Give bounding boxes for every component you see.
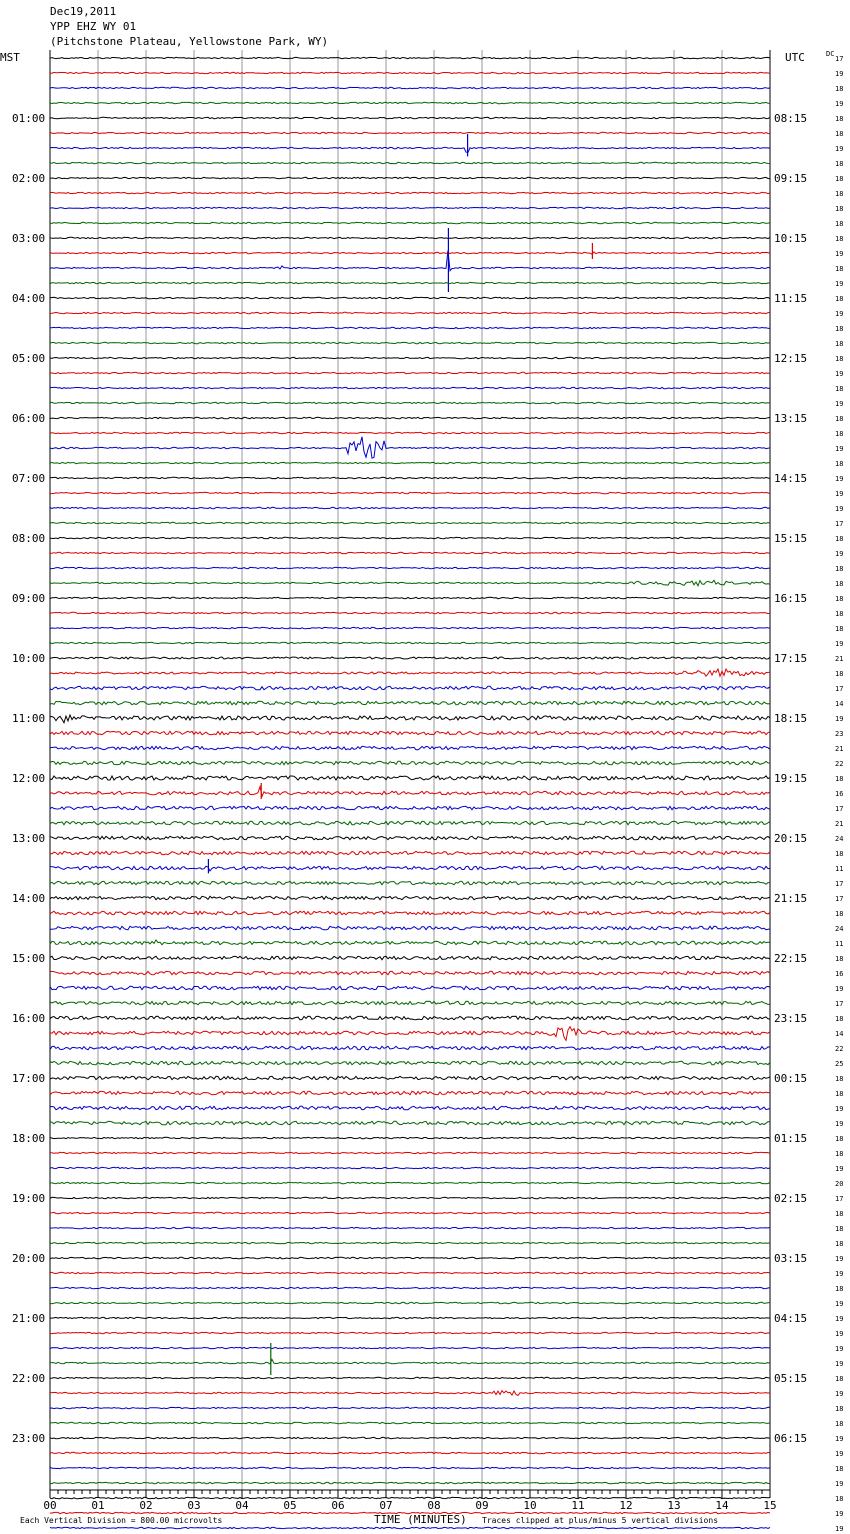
mst-hour-label: 16:00 bbox=[12, 1012, 46, 1025]
dc-offset-label: 19 bbox=[835, 1510, 844, 1518]
utc-hour-label: 00:15 bbox=[774, 1072, 808, 1085]
trace-73 bbox=[50, 1152, 770, 1153]
trace-17 bbox=[50, 312, 770, 313]
utc-hour-label: 04:15 bbox=[774, 1312, 808, 1325]
mst-hour-label: 03:00 bbox=[12, 232, 46, 245]
trace-26 bbox=[50, 437, 770, 458]
trace-1 bbox=[50, 72, 770, 73]
mst-hour-label: 10:00 bbox=[12, 652, 46, 665]
header-date: Dec19,2011 bbox=[50, 5, 117, 18]
trace-94 bbox=[50, 1467, 770, 1468]
trace-38 bbox=[50, 627, 770, 628]
dc-offset-label: 18 bbox=[835, 1090, 844, 1098]
trace-98 bbox=[50, 1527, 770, 1528]
trace-84 bbox=[50, 1317, 770, 1318]
dc-offset-label: 18 bbox=[835, 160, 844, 168]
dc-offset-label: 19 bbox=[835, 1120, 844, 1128]
dc-offset-label: 18 bbox=[835, 115, 844, 123]
dc-offset-label: 19 bbox=[835, 1390, 844, 1398]
mst-hour-label: 18:00 bbox=[12, 1132, 46, 1145]
x-tick-label: 06 bbox=[331, 1499, 345, 1512]
mst-hour-label: 14:00 bbox=[12, 892, 46, 905]
x-tick-label: 15 bbox=[763, 1499, 777, 1512]
trace-66 bbox=[50, 1046, 770, 1049]
mst-hour-label: 01:00 bbox=[12, 112, 46, 125]
utc-hour-label: 01:15 bbox=[774, 1132, 808, 1145]
dc-offset-label: 19 bbox=[835, 505, 844, 513]
utc-hour-label: 03:15 bbox=[774, 1252, 808, 1265]
dc-label: DC bbox=[826, 50, 835, 58]
trace-11 bbox=[50, 222, 770, 223]
trace-60 bbox=[50, 956, 770, 959]
trace-90 bbox=[50, 1407, 770, 1408]
scale-note: Each Vertical Division = 800.00 microvolts bbox=[20, 1516, 223, 1525]
trace-27 bbox=[50, 462, 770, 463]
dc-offset-label: 19 bbox=[835, 1360, 844, 1368]
utc-hour-label: 08:15 bbox=[774, 112, 808, 125]
x-tick-label: 08 bbox=[427, 1499, 441, 1512]
trace-14 bbox=[50, 250, 770, 270]
dc-offset-label: 17 bbox=[835, 520, 844, 528]
trace-53 bbox=[50, 851, 770, 854]
trace-39 bbox=[50, 642, 770, 643]
utc-hour-label: 14:15 bbox=[774, 472, 808, 485]
dc-offset-label: 18 bbox=[835, 295, 844, 303]
dc-offset-label: 24 bbox=[835, 835, 844, 843]
dc-offset-label: 18 bbox=[835, 415, 844, 423]
trace-19 bbox=[50, 342, 770, 343]
dc-offset-label: 18 bbox=[835, 1225, 844, 1233]
dc-offset-label: 19 bbox=[835, 1300, 844, 1308]
trace-16 bbox=[50, 297, 770, 298]
trace-7 bbox=[50, 162, 770, 163]
dc-offset-label: 11 bbox=[835, 940, 844, 948]
dc-offset-label: 17 bbox=[835, 880, 844, 888]
dc-offset-label: 18 bbox=[835, 1150, 844, 1158]
dc-offset-label: 18 bbox=[835, 565, 844, 573]
trace-30 bbox=[50, 507, 770, 508]
dc-offset-label: 18 bbox=[835, 1285, 844, 1293]
dc-offset-label: 18 bbox=[835, 1240, 844, 1248]
dc-offset-label: 18 bbox=[835, 580, 844, 588]
x-tick-label: 05 bbox=[283, 1499, 297, 1512]
trace-20 bbox=[50, 357, 770, 358]
dc-offset-label: 18 bbox=[835, 265, 844, 273]
trace-28 bbox=[50, 477, 770, 478]
dc-offset-label: 19 bbox=[835, 1450, 844, 1458]
utc-hour-label: 19:15 bbox=[774, 772, 808, 785]
trace-87 bbox=[50, 1359, 770, 1364]
trace-51 bbox=[50, 821, 770, 824]
utc-hour-label: 23:15 bbox=[774, 1012, 808, 1025]
trace-62 bbox=[50, 986, 770, 989]
trace-32 bbox=[50, 537, 770, 538]
trace-85 bbox=[50, 1332, 770, 1333]
trace-2 bbox=[50, 87, 770, 88]
trace-10 bbox=[50, 207, 770, 208]
dc-offset-label: 21 bbox=[835, 820, 844, 828]
trace-77 bbox=[50, 1212, 770, 1213]
x-axis-title: TIME (MINUTES) bbox=[374, 1513, 467, 1526]
dc-offset-label: 18 bbox=[835, 1495, 844, 1503]
dc-offset-label: 18 bbox=[835, 130, 844, 138]
dc-offset-label: 18 bbox=[835, 610, 844, 618]
trace-65 bbox=[50, 1027, 770, 1041]
mst-hour-label: 15:00 bbox=[12, 952, 46, 965]
dc-offset-label: 18 bbox=[835, 385, 844, 393]
x-tick-label: 13 bbox=[667, 1499, 681, 1512]
utc-hour-label: 12:15 bbox=[774, 352, 808, 365]
dc-offset-label: 18 bbox=[835, 220, 844, 228]
dc-offset-label: 20 bbox=[835, 1180, 844, 1188]
dc-offset-label: 18 bbox=[835, 1375, 844, 1383]
trace-42 bbox=[50, 686, 770, 689]
trace-86 bbox=[50, 1347, 770, 1348]
trace-55 bbox=[50, 881, 770, 884]
trace-15 bbox=[50, 282, 770, 283]
trace-79 bbox=[50, 1242, 770, 1243]
trace-34 bbox=[50, 567, 770, 568]
dc-offset-label: 19 bbox=[835, 640, 844, 648]
trace-13 bbox=[50, 252, 770, 255]
x-tick-label: 07 bbox=[379, 1499, 393, 1512]
header-location: (Pitchstone Plateau, Yellowstone Park, WY) bbox=[50, 35, 329, 48]
dc-offset-label: 18 bbox=[835, 775, 844, 783]
dc-offset-label: 18 bbox=[835, 1420, 844, 1428]
trace-22 bbox=[50, 387, 770, 388]
dc-offset-label: 19 bbox=[835, 145, 844, 153]
dc-offset-label: 18 bbox=[835, 625, 844, 633]
mst-hour-label: 02:00 bbox=[12, 172, 46, 185]
trace-46 bbox=[50, 746, 770, 749]
mst-hour-label: 23:00 bbox=[12, 1432, 46, 1445]
trace-58 bbox=[50, 926, 770, 929]
dc-offset-label: 19 bbox=[835, 550, 844, 558]
x-tick-label: 01 bbox=[91, 1499, 105, 1512]
dc-offset-label: 16 bbox=[835, 970, 844, 978]
dc-offset-label: 18 bbox=[835, 340, 844, 348]
trace-70 bbox=[50, 1106, 770, 1109]
trace-0 bbox=[50, 57, 770, 58]
dc-offset-label: 19 bbox=[835, 1255, 844, 1263]
dc-offset-label: 19 bbox=[835, 1270, 844, 1278]
dc-offset-label: 16 bbox=[835, 790, 844, 798]
trace-64 bbox=[50, 1016, 770, 1019]
dc-offset-label: 18 bbox=[835, 670, 844, 678]
dc-offset-label: 11 bbox=[835, 865, 844, 873]
trace-23 bbox=[50, 402, 770, 403]
mst-label: MST bbox=[0, 51, 20, 64]
trace-68 bbox=[50, 1076, 770, 1079]
trace-36 bbox=[50, 597, 770, 598]
dc-offset-label: 19 bbox=[835, 1105, 844, 1113]
utc-hour-label: 20:15 bbox=[774, 832, 808, 845]
dc-offset-label: 17 bbox=[835, 895, 844, 903]
mst-hour-label: 07:00 bbox=[12, 472, 46, 485]
mst-hour-label: 04:00 bbox=[12, 292, 46, 305]
dc-offset-label: 19 bbox=[835, 250, 844, 258]
dc-offset-label: 18 bbox=[835, 955, 844, 963]
dc-offset-label: 18 bbox=[835, 1135, 844, 1143]
trace-37 bbox=[50, 612, 770, 613]
mst-hour-label: 22:00 bbox=[12, 1372, 46, 1385]
trace-63 bbox=[50, 1001, 770, 1004]
dc-offset-label: 18 bbox=[835, 175, 844, 183]
trace-78 bbox=[50, 1227, 770, 1228]
trace-74 bbox=[50, 1167, 770, 1168]
dc-offset-label: 18 bbox=[835, 910, 844, 918]
trace-6 bbox=[50, 147, 770, 152]
dc-offset-label: 18 bbox=[835, 1075, 844, 1083]
utc-hour-label: 16:15 bbox=[774, 592, 808, 605]
mst-hour-label: 13:00 bbox=[12, 832, 46, 845]
mst-hour-label: 20:00 bbox=[12, 1252, 46, 1265]
utc-hour-label: 02:15 bbox=[774, 1192, 808, 1205]
dc-offset-label: 18 bbox=[835, 1405, 844, 1413]
trace-76 bbox=[50, 1197, 770, 1198]
utc-hour-label: 22:15 bbox=[774, 952, 808, 965]
trace-83 bbox=[50, 1302, 770, 1303]
dc-offset-label: 18 bbox=[835, 85, 844, 93]
trace-92 bbox=[50, 1437, 770, 1438]
x-tick-label: 10 bbox=[523, 1499, 537, 1512]
trace-75 bbox=[50, 1182, 770, 1183]
trace-57 bbox=[50, 911, 770, 914]
trace-56 bbox=[50, 896, 770, 899]
trace-31 bbox=[50, 522, 770, 523]
trace-95 bbox=[50, 1482, 770, 1483]
dc-offset-label: 18 bbox=[835, 1210, 844, 1218]
dc-offset-label: 18 bbox=[835, 535, 844, 543]
dc-offset-label: 19 bbox=[835, 1480, 844, 1488]
mst-hour-label: 11:00 bbox=[12, 712, 46, 725]
x-tick-label: 03 bbox=[187, 1499, 201, 1512]
dc-offset-label: 18 bbox=[835, 205, 844, 213]
dc-offset-label: 17 bbox=[835, 805, 844, 813]
x-axis bbox=[43, 1490, 776, 1512]
utc-hour-label: 17:15 bbox=[774, 652, 808, 665]
trace-4 bbox=[50, 117, 770, 118]
dc-offset-label: 18 bbox=[835, 190, 844, 198]
dc-offset-label: 19 bbox=[835, 70, 844, 78]
dc-offset-label: 19 bbox=[835, 985, 844, 993]
x-tick-label: 00 bbox=[43, 1499, 57, 1512]
x-tick-label: 12 bbox=[619, 1499, 633, 1512]
x-tick-label: 02 bbox=[139, 1499, 153, 1512]
trace-59 bbox=[50, 940, 770, 945]
dc-offset-label: 18 bbox=[835, 430, 844, 438]
dc-offset-label: 21 bbox=[835, 745, 844, 753]
trace-47 bbox=[50, 761, 770, 764]
trace-72 bbox=[50, 1137, 770, 1138]
x-tick-label: 14 bbox=[715, 1499, 729, 1512]
trace-48 bbox=[50, 776, 770, 780]
dc-offset-label: 19 bbox=[835, 310, 844, 318]
dc-offset-label: 19 bbox=[835, 490, 844, 498]
dc-offset-label: 19 bbox=[835, 1165, 844, 1173]
dc-offset-label: 24 bbox=[835, 925, 844, 933]
dc-offset-label: 17 bbox=[835, 1000, 844, 1008]
dc-offset-label: 18 bbox=[835, 460, 844, 468]
trace-96 bbox=[50, 1497, 770, 1498]
dc-offset-label: 18 bbox=[835, 235, 844, 243]
trace-9 bbox=[50, 192, 770, 193]
trace-88 bbox=[50, 1377, 770, 1378]
utc-hour-label: 09:15 bbox=[774, 172, 808, 185]
dc-offset-label: 23 bbox=[835, 730, 844, 738]
mst-hour-label: 21:00 bbox=[12, 1312, 46, 1325]
trace-8 bbox=[50, 177, 770, 178]
utc-hour-label: 18:15 bbox=[774, 712, 808, 725]
trace-52 bbox=[50, 836, 770, 839]
dc-offset-label: 22 bbox=[835, 760, 844, 768]
mst-hour-label: 09:00 bbox=[12, 592, 46, 605]
dc-offset-label: 18 bbox=[835, 355, 844, 363]
dc-offset-label: 18 bbox=[835, 1015, 844, 1023]
mst-hour-label: 06:00 bbox=[12, 412, 46, 425]
utc-hour-label: 06:15 bbox=[774, 1432, 808, 1445]
utc-hour-label: 11:15 bbox=[774, 292, 808, 305]
trace-61 bbox=[50, 971, 770, 974]
dc-offset-label: 21 bbox=[835, 655, 844, 663]
dc-offset-label: 25 bbox=[835, 1060, 844, 1068]
trace-80 bbox=[50, 1257, 770, 1258]
dc-offset-label: 22 bbox=[835, 1045, 844, 1053]
dc-offset-label: 17 bbox=[835, 55, 844, 63]
dc-offset-label: 19 bbox=[835, 370, 844, 378]
trace-33 bbox=[50, 552, 770, 553]
trace-18 bbox=[50, 327, 770, 328]
dc-offset-label: 18 bbox=[835, 850, 844, 858]
dc-offset-label: 18 bbox=[835, 1465, 844, 1473]
trace-82 bbox=[50, 1287, 770, 1288]
trace-54 bbox=[50, 866, 770, 871]
dc-offset-label: 18 bbox=[835, 325, 844, 333]
dc-offset-label: 19 bbox=[835, 280, 844, 288]
dc-offset-label: 19 bbox=[835, 1330, 844, 1338]
dc-offset-label: 19 bbox=[835, 475, 844, 483]
x-tick-label: 04 bbox=[235, 1499, 249, 1512]
utc-hour-label: 10:15 bbox=[774, 232, 808, 245]
x-tick-label: 11 bbox=[571, 1499, 585, 1512]
dc-offset-label: 19 bbox=[835, 1525, 844, 1533]
trace-44 bbox=[50, 715, 770, 723]
trace-71 bbox=[50, 1121, 770, 1124]
mst-hour-label: 08:00 bbox=[12, 532, 46, 545]
utc-hour-label: 15:15 bbox=[774, 532, 808, 545]
trace-12 bbox=[50, 237, 770, 238]
dc-offset-label: 19 bbox=[835, 715, 844, 723]
axis-labels bbox=[12, 55, 843, 1534]
dc-offset-label: 17 bbox=[835, 1195, 844, 1203]
dc-offset-label: 19 bbox=[835, 1435, 844, 1443]
dc-offset-label: 19 bbox=[835, 445, 844, 453]
dc-offset-label: 18 bbox=[835, 595, 844, 603]
trace-50 bbox=[50, 806, 770, 809]
trace-40 bbox=[50, 657, 770, 659]
trace-67 bbox=[50, 1061, 770, 1064]
dc-offset-label: 19 bbox=[835, 1345, 844, 1353]
trace-89 bbox=[50, 1391, 770, 1396]
dc-offset-label: 19 bbox=[835, 100, 844, 108]
trace-43 bbox=[50, 701, 770, 704]
dc-offset-label: 14 bbox=[835, 700, 844, 708]
mst-hour-label: 17:00 bbox=[12, 1072, 46, 1085]
trace-45 bbox=[50, 731, 770, 734]
utc-hour-label: 13:15 bbox=[774, 412, 808, 425]
mst-hour-label: 19:00 bbox=[12, 1192, 46, 1205]
trace-5 bbox=[50, 132, 770, 133]
trace-93 bbox=[50, 1452, 770, 1453]
utc-hour-label: 21:15 bbox=[774, 892, 808, 905]
mst-hour-label: 12:00 bbox=[12, 772, 46, 785]
trace-3 bbox=[50, 102, 770, 103]
x-tick-label: 09 bbox=[475, 1499, 489, 1512]
dc-offset-label: 14 bbox=[835, 1030, 844, 1038]
trace-29 bbox=[50, 492, 770, 493]
trace-25 bbox=[50, 432, 770, 433]
header-station: YPP EHZ WY 01 bbox=[50, 20, 137, 33]
trace-35 bbox=[50, 580, 770, 586]
seismic-traces bbox=[50, 57, 770, 1534]
trace-81 bbox=[50, 1272, 770, 1273]
trace-91 bbox=[50, 1422, 770, 1423]
utc-label: UTC bbox=[785, 51, 805, 64]
trace-69 bbox=[50, 1091, 770, 1094]
dc-offset-label: 17 bbox=[835, 685, 844, 693]
dc-offset-label: 19 bbox=[835, 1315, 844, 1323]
utc-hour-label: 05:15 bbox=[774, 1372, 808, 1385]
trace-41 bbox=[50, 669, 770, 676]
trace-49 bbox=[50, 787, 770, 797]
mst-hour-label: 05:00 bbox=[12, 352, 46, 365]
clip-note: Traces clipped at plus/minus 5 vertical divisions bbox=[482, 1516, 719, 1525]
trace-21 bbox=[50, 372, 770, 373]
trace-24 bbox=[50, 417, 770, 418]
dc-offset-label: 19 bbox=[835, 400, 844, 408]
